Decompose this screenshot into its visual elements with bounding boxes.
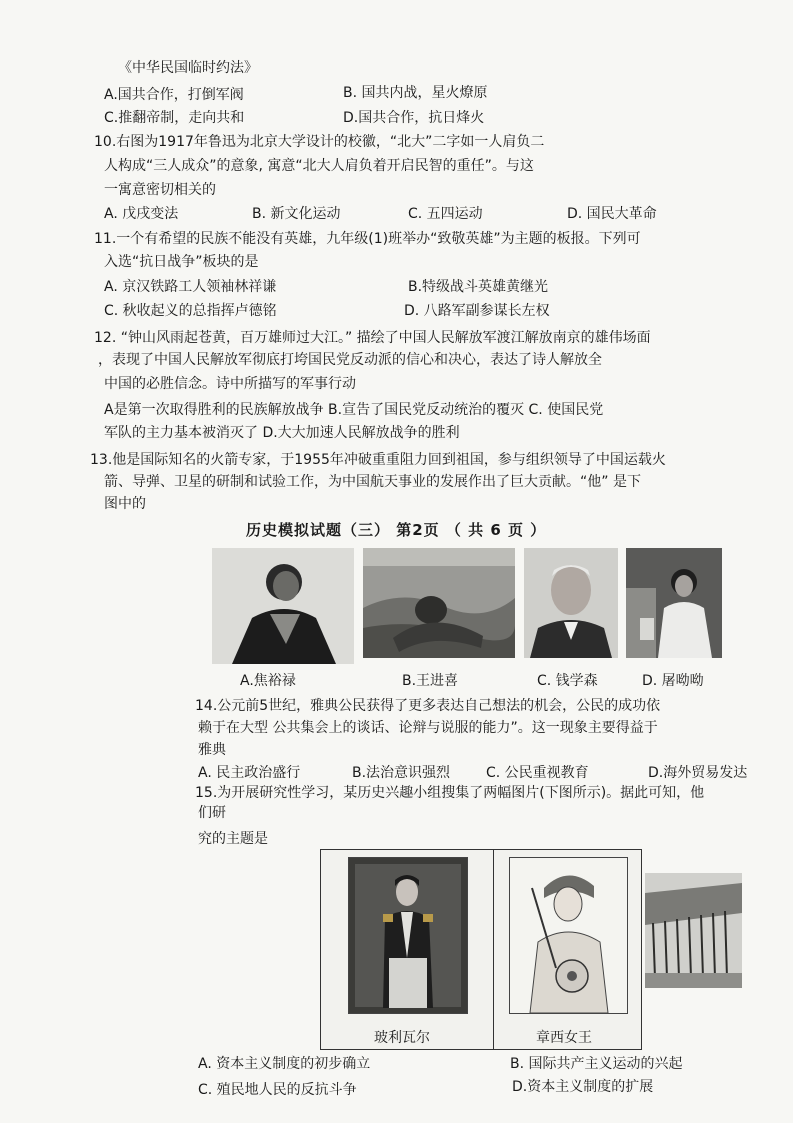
rani-lakshmibai-portrait bbox=[509, 857, 628, 1014]
q9-stem-tail: 《中华民国临时约法》 bbox=[118, 60, 258, 76]
photo-wang-jinxi bbox=[363, 548, 515, 658]
q12-options-ab: A是第一次取得胜利的民族解放战争 B.宣告了国民党反动统治的覆灭 C. 使国民党 bbox=[104, 402, 604, 418]
q14-stem-line1: 14.公元前5世纪，雅典公民获得了更多表达自己想法的机会，公民的成功依 bbox=[195, 698, 661, 714]
q15-stem-line2: 们研 bbox=[198, 805, 226, 821]
q10-stem-line1: 10.右图为1917年鲁迅为北京大学设计的校徽，“北大”二字如一人肩负二 bbox=[94, 134, 545, 150]
q13-stem-line1: 13.他是国际知名的火箭专家，于1955年冲破重重阻力回到祖国，参与组织领导了中国运载火 bbox=[90, 452, 666, 468]
q14-option-b: B.法治意识强烈 bbox=[352, 765, 451, 781]
photo-dam-structure bbox=[645, 873, 742, 988]
q11-stem-line2: 入选“抗日战争”板块的是 bbox=[104, 254, 259, 270]
q15-option-b: B. 国际共产主义运动的兴起 bbox=[510, 1056, 683, 1072]
photo-qian-xuesen bbox=[524, 548, 618, 658]
q9-option-c: C.推翻帝制，走向共和 bbox=[104, 110, 245, 126]
q10-stem-line2: 人构成“三人成众”的意象, 寓意“北大人肩负着开启民智的重任”。与这 bbox=[104, 158, 534, 174]
q10-stem-line3: 一寓意密切相关的 bbox=[104, 182, 216, 198]
caption-rani: 章西女王 bbox=[536, 1030, 592, 1046]
q13-option-d: D. 屠呦呦 bbox=[642, 673, 704, 689]
photo-tu-youyou bbox=[626, 548, 722, 658]
q13-stem-line2: 箭、导弹、卫星的研制和试验工作，为中国航天事业的发展作出了巨大贡献。“他” 是下 bbox=[104, 474, 641, 490]
page-header: 历史模拟试题（三） 第2页 （ 共 6 页 ） bbox=[246, 521, 547, 539]
q10-option-b: B. 新文化运动 bbox=[252, 206, 341, 222]
q13-option-b: B.王进喜 bbox=[402, 673, 459, 689]
q15-stem-line1: 15.为开展研究性学习，某历史兴趣小组搜集了两幅图片(下图所示)。据此可知，他 bbox=[195, 785, 705, 801]
q9-option-a: A.国共合作，打倒军阀 bbox=[104, 87, 244, 103]
q11-option-d: D. 八路军副参谋长左权 bbox=[404, 303, 550, 319]
photo-jiao-yulu bbox=[212, 548, 354, 664]
q13-stem-line3: 图中的 bbox=[104, 496, 146, 512]
q15-option-a: A. 资本主义制度的初步确立 bbox=[198, 1056, 371, 1072]
q14-option-d: D.海外贸易发达 bbox=[648, 765, 748, 781]
q15-option-c: C. 殖民地人民的反抗斗争 bbox=[198, 1082, 357, 1098]
q15-stem-line3: 究的主题是 bbox=[198, 831, 268, 847]
q12-stem-line2: ，表现了中国人民解放军彻底打垮国民党反动派的信心和决心，表达了诗人解放全 bbox=[98, 352, 602, 368]
q14-option-a: A. 民主政治盛行 bbox=[198, 765, 301, 781]
q13-option-c: C. 钱学森 bbox=[537, 673, 598, 689]
q12-stem-line1: 12. “钟山风雨起苍黄，百万雄师过大江。” 描绘了中国人民解放军渡江解放南京的雄伟场面 bbox=[94, 330, 651, 346]
q11-option-b: B.特级战斗英雄黄继光 bbox=[408, 279, 549, 295]
q11-option-c: C. 秋收起义的总指挥卢德铭 bbox=[104, 303, 277, 319]
q11-stem-line1: 11.一个有希望的民族不能没有英雄，九年级(1)班举办“致敬英雄”为主题的板报。下列可 bbox=[94, 231, 641, 247]
q11-option-a: A. 京汉铁路工人领袖林祥谦 bbox=[104, 279, 277, 295]
q15-option-d: D.资本主义制度的扩展 bbox=[512, 1079, 654, 1095]
q10-option-d: D. 国民大革命 bbox=[567, 206, 657, 222]
bolivar-portrait bbox=[348, 857, 468, 1014]
q13-option-a: A.焦裕禄 bbox=[240, 673, 296, 689]
q10-option-a: A. 戊戌变法 bbox=[104, 206, 179, 222]
caption-bolivar: 玻利瓦尔 bbox=[374, 1030, 430, 1046]
q14-option-c: C. 公民重视教育 bbox=[486, 765, 589, 781]
q10-option-c: C. 五四运动 bbox=[408, 206, 483, 222]
q9-option-d: D.国共合作，抗日烽火 bbox=[343, 110, 485, 126]
q12-options-cd: 军队的主力基本被消灭了 D.大大加速人民解放战争的胜利 bbox=[104, 425, 460, 441]
q9-option-b: B. 国共内战，星火燎原 bbox=[343, 85, 488, 101]
q12-stem-line3: 中国的必胜信念。诗中所描写的军事行动 bbox=[104, 376, 356, 392]
q14-stem-line3: 雅典 bbox=[198, 742, 226, 758]
q14-stem-line2: 赖于在大型 公共集会上的谈话、论辩与说服的能力”。这一现象主要得益于 bbox=[198, 720, 658, 736]
